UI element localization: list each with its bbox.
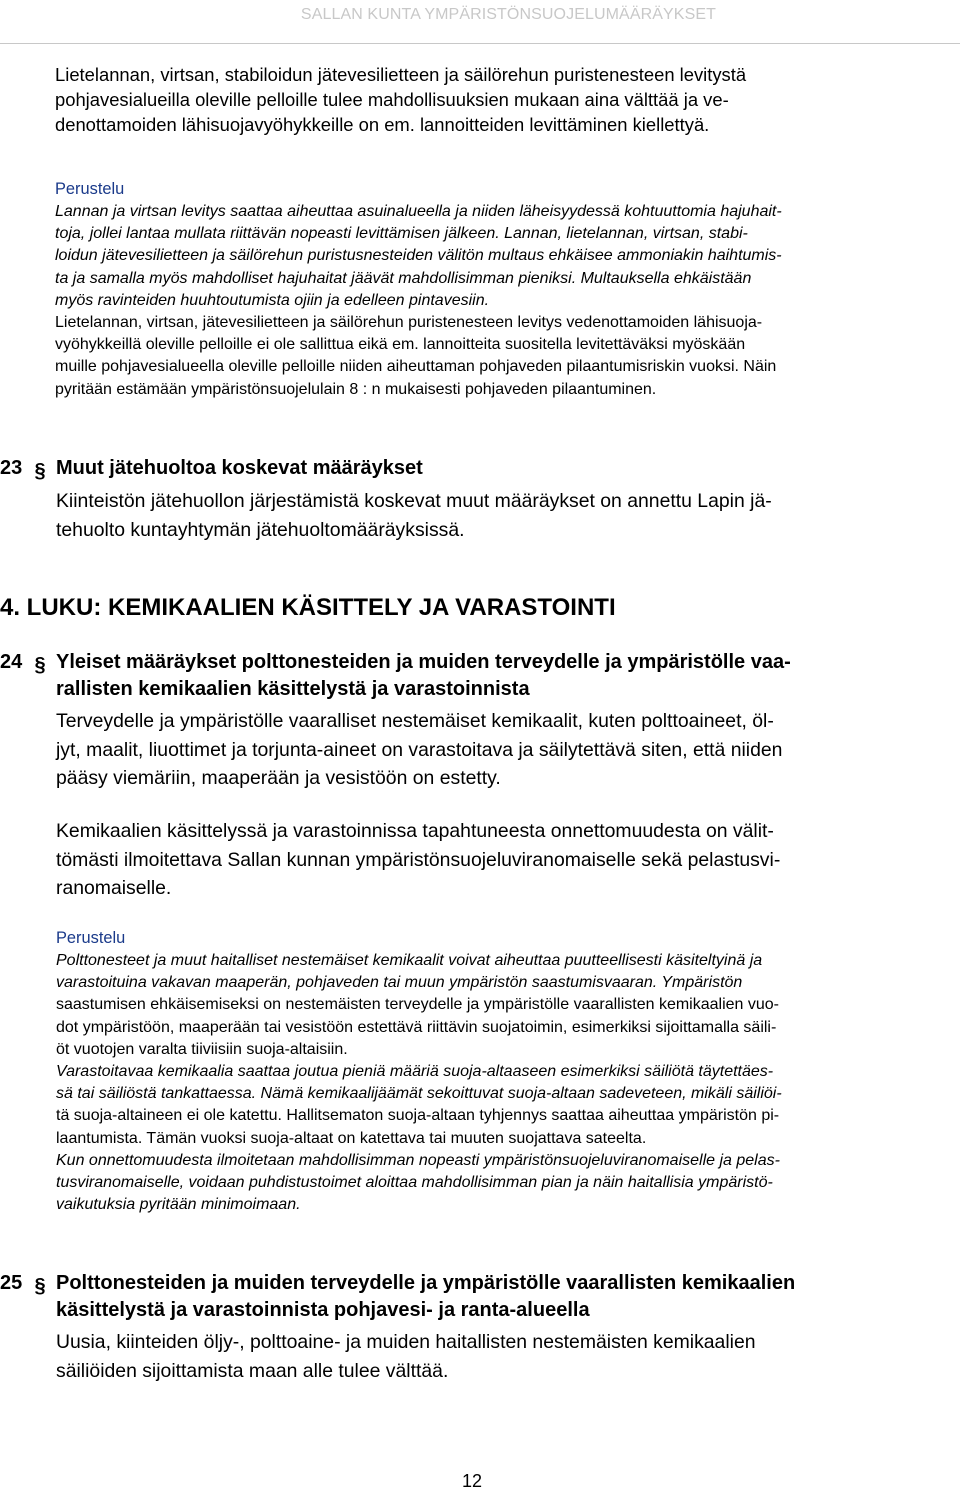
text-line: tehuolto kuntayhtymän jätehuoltomääräyksissä. xyxy=(56,518,465,541)
text-line: pyritään estämään ympäristönsuojelulain 8 : n mukaisesti pohjaveden pilaantuminen. xyxy=(55,380,657,398)
title-line: Muut jätehuoltoa koskevat määräykset xyxy=(56,457,423,479)
text-line: jyt, maalit, liuottimet ja torjunta-aineet on varastoitava ja säilytettävä siten, että niiden xyxy=(56,738,783,761)
intro-paragraph xyxy=(55,62,945,137)
text-line: ranomaiselle. xyxy=(56,877,172,899)
text-line: öt vuotojen varalta tiiviisiin suoja-altaisiin. xyxy=(56,1040,348,1058)
text-line: pohjavesialueilla oleville pelloille tulee mahdollisuuksien mukaan aina välttää ja ve- xyxy=(55,89,729,110)
text-line: tusviranomaiselle, voidaan puhdistustoimet aloittaa mahdollisimman pian ja näin haitallisia ympäristö- xyxy=(56,1174,773,1192)
svg-text:§: § xyxy=(34,460,46,481)
text-line: Terveydelle ja ympäristölle vaaralliset nestemäiset kemikaalit, kuten polttoaineet, öl- xyxy=(56,710,774,732)
chapter-heading: 4. LUKU: KEMIKAALIEN KÄSITTELY JA VARASTOINTI xyxy=(0,594,616,621)
perustelu-text xyxy=(56,950,946,1216)
text-line: Lannan ja virtsan levitys saattaa aiheuttaa asuinalueella ja niiden läheisyydessä kohtuuttomia hajuhait- xyxy=(55,203,782,220)
section-body xyxy=(56,1328,936,1385)
text-line: vaikutuksia pyritään minimoimaan. xyxy=(56,1196,301,1214)
text-line: tömästi ilmoitettava Sallan kunnan ympäristönsuojeluviranomaiselle sekä pelastusvi- xyxy=(56,848,781,871)
text-line: vyöhykkeillä oleville pelloille ei ole sallittua eikä em. lannoitteita suositella levitettäväksi myöskään xyxy=(55,336,746,354)
text-line: loidun jätevesilietteen ja säilörehun puristusnesteiden välitön multaus ehkäisee ammoniakin haihtumis- xyxy=(55,247,782,265)
section-number: 25 xyxy=(0,1272,23,1294)
section-body xyxy=(56,487,936,544)
text-line: tä suoja-altaineen ei ole katettu. Hallitsematon suoja-altaan tyhjennys saattaa aiheuttaa ympäristön pi- xyxy=(56,1107,780,1125)
text-line: dot ympäristöön, maaperään tai vesistöön estettävä riittävin suojatoimin, esimerkiksi sijoittamalla säili- xyxy=(56,1018,777,1036)
title-line: Yleiset määräykset polttonesteiden ja muiden terveydelle ja ympäristölle vaa- xyxy=(56,651,791,673)
title-line: rallisten kemikaalien käsittelystä ja varastoinnista xyxy=(56,678,530,700)
text-line: säiliöiden sijoittamista maan alle tulee välttää. xyxy=(56,1359,449,1382)
text-line: Varastoitavaa kemikaalia saattaa joutua pieniä määriä suoja-altaaseen esimerkiksi säiliötä täytettäes- xyxy=(56,1063,774,1081)
text-line: saastumisen ehkäisemiseksi on nestemäisten terveydelle ja ympäristölle vaarallisten kemikaalien vuo- xyxy=(56,996,779,1014)
svg-text:§: § xyxy=(34,654,46,675)
section-number: 24 xyxy=(0,651,23,673)
header-divider xyxy=(0,43,960,44)
section-title xyxy=(56,1270,936,1324)
text-line: muille pohjavesialueella oleville pelloille niiden aiheuttaman pohjaveden pilaantumisriskin vuoksi. Näin xyxy=(55,358,777,376)
text-line: denottamoiden lähisuojavyöhykkeille on em. lannoitteiden levittäminen kiellettyä. xyxy=(55,114,710,135)
title-line: käsittelystä ja varastoinnista pohjavesi- ja ranta-alueella xyxy=(56,1299,590,1321)
section-sign-icon xyxy=(32,1274,48,1296)
text-line: Lietelannan, virtsan, stabiloidun jätevesilietteen ja säilörehun puristenesteen levitystä xyxy=(55,64,747,85)
text-line: Kemikaalien käsittelyssä ja varastoinnissa tapahtuneesta onnettomuudesta on välit- xyxy=(56,820,774,842)
text-line: myös ravinteiden huuhtoutumista ojiin ja edelleen pintavesiin. xyxy=(55,291,490,309)
section-number: 23 xyxy=(0,457,23,479)
text-line: Lietelannan, virtsan, jätevesilietteen ja säilörehun puristenesteen levitys vedenottamoiden lähisuoja- xyxy=(55,314,763,332)
text-line: Kun onnettomuudesta ilmoitetaan mahdollisimman nopeasti ympäristönsuojeluviranomaiselle ja pelas- xyxy=(56,1151,780,1169)
text-line: toja, jollei lantaa mullata riittävän nopeasti levittämisen jälkeen. Lannan, lietelannan, virtsan, stabi- xyxy=(55,225,748,243)
text-line: Kiinteistön jätehuollon järjestämistä koskevat muut määräykset on annettu Lapin jä- xyxy=(56,490,772,512)
perustelu-heading: Perustelu xyxy=(56,929,126,947)
section-body-1 xyxy=(56,707,936,793)
text-line: sä tai säiliöstä tankattaessa. Nämä kemikaalijäämät sekoittuvat suoja-altaan sadeveteen, mikäli säiliöi- xyxy=(56,1085,782,1103)
section-sign-icon xyxy=(32,459,48,481)
section-sign-icon xyxy=(32,653,48,675)
page-number: 12 xyxy=(462,1471,483,1491)
section-title xyxy=(56,649,936,703)
text-line: Polttonesteet ja muut haitalliset nestemäiset kemikaalit voivat aiheuttaa puutteellisesti käsiteltyinä ja xyxy=(56,952,763,969)
title-line: Polttonesteiden ja muiden terveydelle ja ympäristölle vaarallisten kemikaalien xyxy=(56,1272,796,1294)
svg-text:§: § xyxy=(34,1275,46,1296)
section-body-2 xyxy=(56,817,936,903)
text-line: varastoituina vakavan maaperän, pohjaveden tai muun ympäristön saastumisvaaran. Ympäristön xyxy=(56,974,743,992)
text-line: ta ja samalla myös mahdolliset hajuhaitat jäävät mahdollisimman pieniksi. Multauksella ehkäistään xyxy=(55,269,752,287)
text-line: pääsy viemäriin, maaperään ja vesistöön on estetty. xyxy=(56,767,501,789)
perustelu-heading: Perustelu xyxy=(55,180,125,198)
running-header: SALLAN KUNTA YMPÄRISTÖNSUOJELUMÄÄRÄYKSET xyxy=(300,6,716,23)
text-line: Uusia, kiinteiden öljy-, polttoaine- ja muiden haitallisten nestemäisten kemikaalien xyxy=(56,1331,756,1353)
perustelu-text xyxy=(55,201,945,401)
text-line: laantumista. Tämän vuoksi suoja-altaat on katettava tai muuten suojattava sateelta. xyxy=(56,1129,647,1147)
section-title xyxy=(56,455,936,482)
